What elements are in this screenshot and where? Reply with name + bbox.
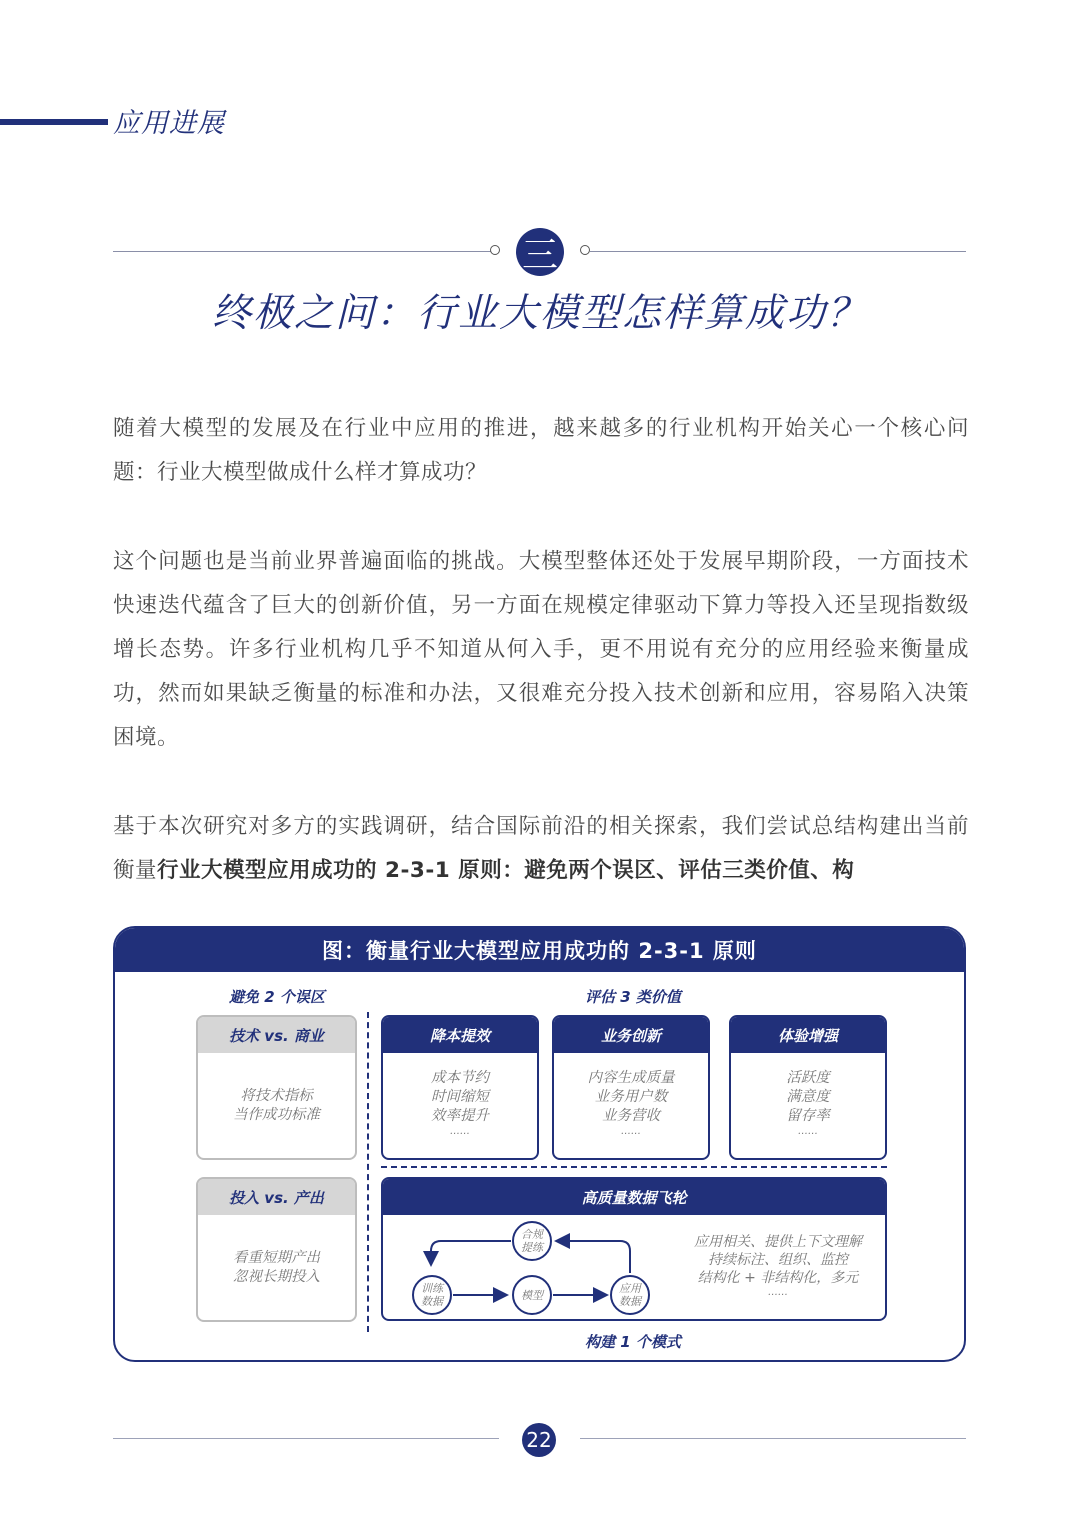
value-card-line: 业务营收 bbox=[602, 1108, 660, 1124]
footer-rule-right bbox=[580, 1438, 966, 1439]
value-card-title: 业务创新 bbox=[554, 1017, 708, 1053]
flywheel-node-compliance: 合规 提练 bbox=[512, 1221, 552, 1261]
value-card-title: 体验增强 bbox=[731, 1017, 885, 1053]
column-divider bbox=[367, 1012, 369, 1332]
pitfall-card-title: 投入 vs. 产出 bbox=[198, 1179, 355, 1215]
value-card-cost-efficiency bbox=[381, 1015, 539, 1160]
value-card-line: 成本节约 bbox=[431, 1070, 489, 1086]
pitfall-card-line: 看重短期产出 bbox=[233, 1250, 320, 1266]
flywheel-node-training-data: 训练 数据 bbox=[412, 1275, 452, 1315]
pitfall-card-input-output bbox=[196, 1177, 357, 1322]
value-card-line: 内容生成质量 bbox=[587, 1070, 675, 1086]
section-rule-dot-left bbox=[490, 245, 500, 255]
flywheel-description bbox=[683, 1233, 873, 1299]
flywheel-node-application-data: 应用 数据 bbox=[610, 1275, 650, 1315]
flywheel-title: 高质量数据飞轮 bbox=[383, 1179, 885, 1215]
flywheel-line: 持续标注、组织、监控 bbox=[708, 1252, 848, 1268]
header-title: 应用进展 bbox=[113, 108, 225, 139]
value-card-line: 留存率 bbox=[786, 1108, 830, 1124]
section-number-badge: 三 bbox=[516, 228, 564, 276]
paragraph-3 bbox=[113, 805, 969, 893]
value-card-experience bbox=[729, 1015, 887, 1160]
flywheel-line: 应用相关、提供上下文理解 bbox=[694, 1234, 862, 1250]
section-rule-dot-right bbox=[580, 245, 590, 255]
paragraph-3-bold: 行业大模型应用成功的 2-3-1 原则：避免两个误区、评估三类价值、构 bbox=[157, 858, 855, 883]
paragraph-3-text: 基于本次研究对多方的实践调研，结合国际前沿的相关探索，我们尝试总结构建出当前衡量 bbox=[113, 814, 969, 883]
data-flywheel-card bbox=[381, 1177, 887, 1321]
pitfall-card-tech-business bbox=[196, 1015, 357, 1160]
value-card-line: 业务用户数 bbox=[594, 1089, 668, 1105]
figure-title: 图：衡量行业大模型应用成功的 2-3-1 原则 bbox=[115, 928, 964, 972]
section-rule-right bbox=[590, 251, 966, 252]
value-card-line: …… bbox=[798, 1126, 818, 1137]
value-card-line: 满意度 bbox=[786, 1089, 830, 1105]
pitfall-card-line: 当作成功标准 bbox=[233, 1107, 320, 1123]
flywheel-line: …… bbox=[768, 1287, 788, 1298]
section-rule-left bbox=[113, 251, 493, 252]
pitfall-card-line: 将技术指标 bbox=[240, 1088, 313, 1104]
row-divider bbox=[381, 1166, 887, 1168]
value-card-line: 效率提升 bbox=[431, 1108, 489, 1124]
avoid-pitfalls-label: 避免 2 个误区 bbox=[229, 988, 325, 1006]
flywheel-line: 结构化 + 非结构化，多元 bbox=[697, 1270, 859, 1286]
pitfall-card-title: 技术 vs. 商业 bbox=[198, 1017, 355, 1053]
pitfall-card-line: 忽视长期投入 bbox=[233, 1269, 320, 1285]
value-card-business-innovation bbox=[552, 1015, 710, 1160]
principle-figure bbox=[113, 926, 966, 1362]
paragraph-2: 这个问题也是当前业界普遍面临的挑战。大模型整体还处于发展早期阶段，一方面技术快速迭代蕴含了巨大的创新价值，另一方面在规模定律驱动下算力等投入还呈现指数级增长态势。许多行业机构几乎不知道从何入手，更不用说有充分的应用经验来衡量成功，然而如果缺乏衡量的标准和办法，又很难充分投入技术创新和应用，容易陷入决策困境。 bbox=[113, 549, 969, 750]
value-card-line: 活跃度 bbox=[786, 1070, 830, 1086]
header-accent-bar bbox=[0, 119, 108, 125]
value-card-line: …… bbox=[450, 1126, 470, 1137]
paragraph-1: 随着大模型的发展及在行业中应用的推进，越来越多的行业机构开始关心一个核心问题：行业大模型做成什么样才算成功？ bbox=[113, 416, 969, 485]
flywheel-node-model: 模型 bbox=[512, 1275, 552, 1315]
build-model-label: 构建 1 个模式 bbox=[585, 1333, 681, 1351]
value-card-line: 时间缩短 bbox=[431, 1089, 489, 1105]
page-number: 22 bbox=[522, 1423, 556, 1457]
evaluate-values-label: 评估 3 类价值 bbox=[585, 988, 681, 1006]
section-title: 终极之问：行业大模型怎样算成功？ bbox=[211, 291, 868, 336]
value-card-line: …… bbox=[621, 1126, 641, 1137]
footer-rule-left bbox=[113, 1438, 499, 1439]
value-card-title: 降本提效 bbox=[383, 1017, 537, 1053]
